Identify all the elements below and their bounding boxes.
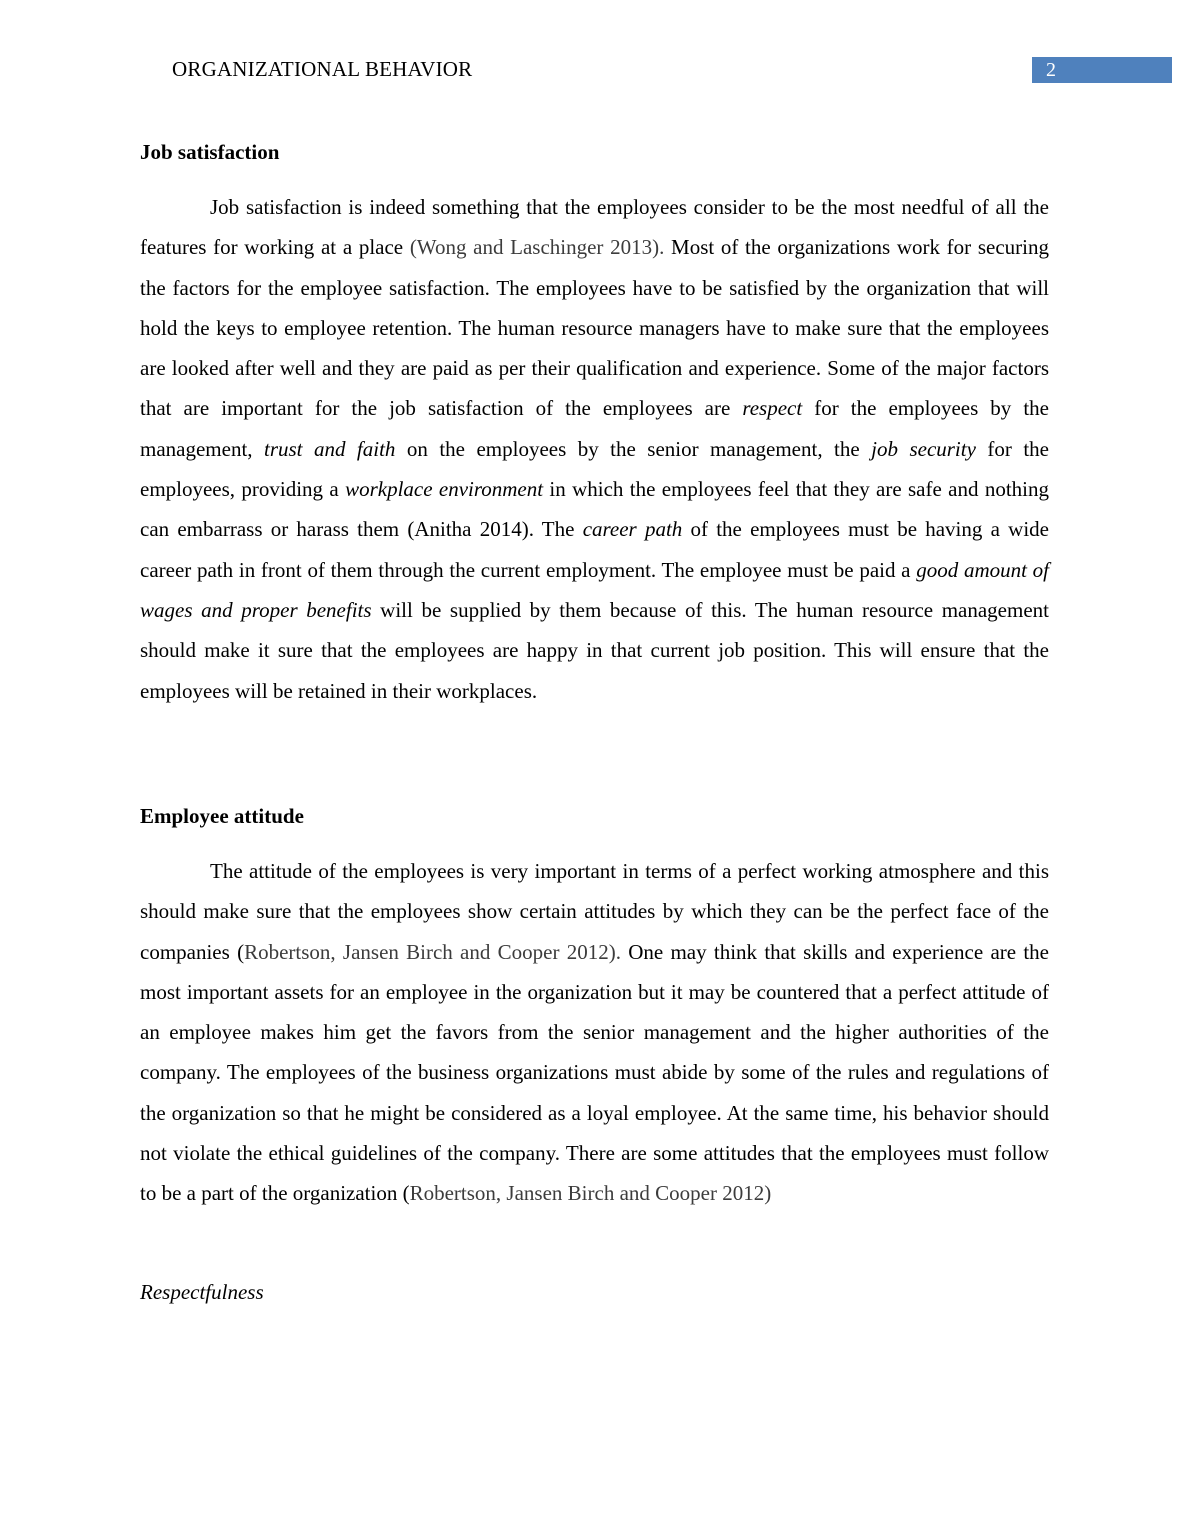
emphasis: good amount of wages and proper benefits xyxy=(140,557,1049,622)
subheading-respectfulness: Respectfulness xyxy=(140,1280,264,1304)
citation: Robertson, Jansen Birch and Cooper 2012) xyxy=(409,1181,772,1206)
text-run: Job satisfaction is indeed something that the employees consider to be the most needful of all the features for working at a place xyxy=(140,195,1049,260)
page-number-box xyxy=(1032,57,1172,83)
text-run: of the employees must be having a wide career path in front of them through the current employment. The employee must be paid a xyxy=(140,517,1049,582)
section-heading-employee-attitude: Employee attitude xyxy=(140,804,304,828)
emphasis: job security xyxy=(871,436,976,461)
emphasis: career path xyxy=(582,517,683,542)
paragraph-job-satisfaction xyxy=(140,187,1049,711)
text-run: in which the employees feel that they are safe and nothing can embarrass or harass them (Anitha 2014). The xyxy=(140,477,1049,542)
emphasis: workplace environment xyxy=(345,477,544,502)
text-run: on the employees by the senior management, the xyxy=(395,436,872,461)
paragraph-employee-attitude xyxy=(140,851,1049,1214)
emphasis: respect xyxy=(742,396,803,421)
text-run: for the employees by the management, xyxy=(140,396,1049,461)
text-run: will be supplied by them because of this. The human resource management should make it sure that the employees are happy in that current job position. This will ensure that the employees will be retained in their workplaces. xyxy=(140,597,1049,703)
page-number: 2 xyxy=(1046,59,1056,81)
text-run: for the employees, providing a xyxy=(140,436,1049,502)
citation: Robertson, Jansen Birch and Cooper 2012). xyxy=(244,939,621,964)
section-heading-job-satisfaction: Job satisfaction xyxy=(140,140,280,164)
citation: (Wong and Laschinger 2013). xyxy=(409,235,665,260)
emphasis: trust and faith xyxy=(264,436,396,461)
text-run: The attitude of the employees is very important in terms of a perfect working atmosphere and this should make sure that the employees show certain attitudes by which they can be the perfect face of the companies ( xyxy=(140,859,1049,964)
text-run: Most of the organizations work for securing the factors for the employee satisfaction. The employees have to be satisfied by the organization that will hold the keys to employee retention. The human resource managers have to make sure that the employees are looked after well and they are paid as per their qualification and experience. Some of the major factors that are important for the job satisfaction of the employees are xyxy=(140,235,1049,421)
text-run: One may think that skills and experience are the most important assets for an employee in the organization but it may be countered that a perfect attitude of an employee makes him get the favors from the senior management and the higher authorities of the company. The employees of the business organizations must abide by some of the rules and regulations of the organization so that he might be considered as a loyal employee. At the same time, his behavior should not violate the ethical guidelines of the company. There are some attitudes that the employees must follow to be a part of the organization ( xyxy=(140,939,1049,1206)
running-header-title: ORGANIZATIONAL BEHAVIOR xyxy=(172,57,473,81)
